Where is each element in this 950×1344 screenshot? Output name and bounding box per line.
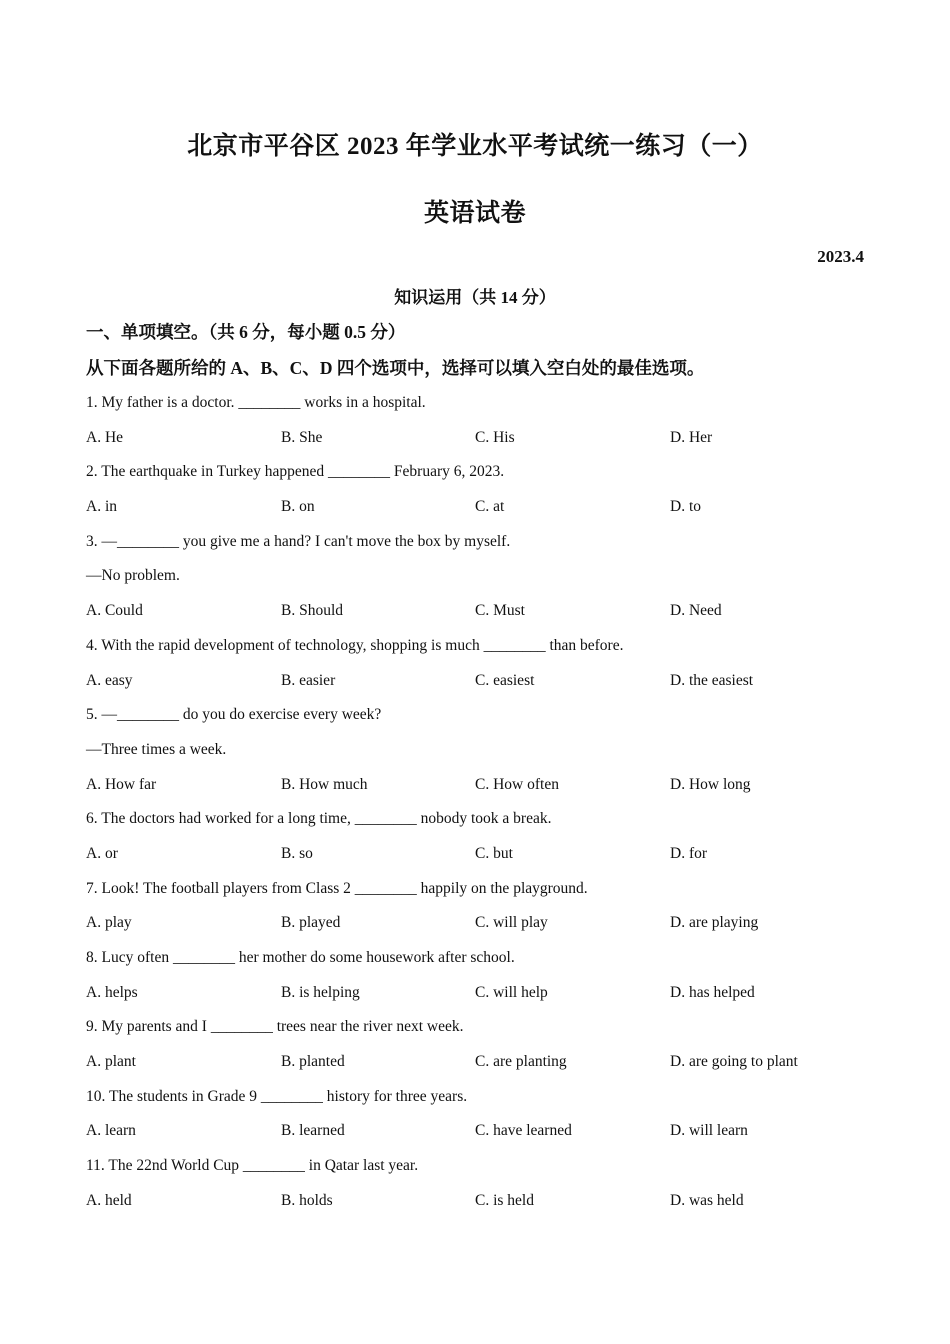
option-b: B. planted (281, 1053, 345, 1071)
exam-date: 2023.4 (817, 247, 864, 266)
question-stem: 11. The 22nd World Cup ________ in Qatar last year. (86, 1157, 419, 1175)
option-row (86, 908, 886, 943)
question-stem: 2. The earthquake in Turkey happened ________ February 6, 2023. (86, 463, 505, 481)
option-a: A. learn (86, 1122, 136, 1140)
option-a: A. How far (86, 775, 157, 793)
option-a: A. plant (86, 1053, 136, 1071)
option-c: C. but (475, 844, 513, 862)
option-c: C. have learned (475, 1122, 572, 1140)
question-stem: 10. The students in Grade 9 ________ history for three years. (86, 1087, 468, 1105)
option-a: A. Could (86, 602, 143, 620)
question-list (86, 388, 886, 1221)
page-title: 北京市平谷区 2023 年学业水平考试统一练习（一） (187, 133, 763, 160)
option-a: A. easy (86, 671, 133, 689)
option-a: A. helps (86, 983, 138, 1001)
option-row (86, 1047, 886, 1082)
option-row (86, 1186, 886, 1221)
option-b: B. played (281, 914, 341, 932)
question-stem: 7. Look! The football players from Class 2 ________ happily on the playground. (86, 879, 588, 897)
option-a: A. He (86, 428, 124, 446)
option-d: D. Need (670, 602, 722, 620)
option-b: B. so (281, 844, 313, 862)
option-b: B. easier (281, 671, 336, 689)
option-d: D. the easiest (670, 671, 754, 689)
question-stem: 1. My father is a doctor. ________ works in a hospital. (86, 394, 426, 411)
option-d: D. for (670, 844, 708, 862)
option-a: A. held (86, 1191, 132, 1209)
question-stem: 9. My parents and I ________ trees near the river next week. (86, 1018, 464, 1036)
option-d: D. Her (670, 428, 713, 446)
question-stem: 4. With the rapid development of technology, shopping is much ________ than before. (86, 636, 624, 654)
option-row (86, 1116, 886, 1151)
question-reply: —No problem. (86, 567, 180, 585)
option-b: B. holds (281, 1191, 333, 1209)
option-d: D. How long (670, 775, 751, 793)
option-a: A. play (86, 914, 132, 932)
option-c: C. How often (475, 775, 559, 793)
option-row (86, 666, 886, 701)
page-subtitle: 英语试卷 (423, 200, 526, 227)
option-d: D. are going to plant (670, 1053, 798, 1071)
section-title: 知识运用（共 14 分） (394, 288, 556, 307)
question-stem: 6. The doctors had worked for a long time, ________ nobody took a break. (86, 810, 552, 828)
option-a: A. in (86, 498, 117, 516)
option-b: B. is helping (281, 983, 360, 1001)
instruction-text: 从下面各题所给的 A、B、C、D 四个选项中，选择可以填入空白处的最佳选项。 (86, 358, 705, 378)
option-row (86, 770, 886, 805)
option-c: C. will play (475, 914, 548, 932)
option-d: D. will learn (670, 1122, 748, 1140)
option-b: B. She (281, 428, 323, 446)
option-row (86, 596, 886, 631)
option-d: D. to (670, 498, 701, 516)
option-c: C. is held (475, 1191, 534, 1209)
option-d: D. has helped (670, 983, 755, 1001)
option-row (86, 839, 886, 874)
option-c: C. easiest (475, 671, 535, 689)
option-row (86, 978, 886, 1013)
option-c: C. His (475, 428, 515, 446)
option-row (86, 423, 886, 458)
option-row (86, 492, 886, 527)
question-stem: 3. —________ you give me a hand? I can't move the box by myself. (86, 532, 511, 550)
option-c: C. are planting (475, 1053, 567, 1071)
option-c: C. at (475, 498, 505, 516)
option-c: C. will help (475, 983, 548, 1001)
option-b: B. Should (281, 602, 344, 620)
option-d: D. are playing (670, 914, 759, 932)
part-heading: 一、单项填空。（共 6 分，每小题 0.5 分） (86, 322, 406, 342)
option-a: A. or (86, 844, 118, 862)
option-b: B. on (281, 498, 315, 516)
question-stem: 5. —________ do you do exercise every week? (86, 706, 382, 724)
option-d: D. was held (670, 1191, 744, 1209)
option-b: B. How much (281, 775, 368, 793)
question-stem: 8. Lucy often ________ her mother do some housework after school. (86, 949, 515, 966)
question-reply: —Three times a week. (86, 740, 227, 758)
option-b: B. learned (281, 1122, 345, 1140)
option-c: C. Must (475, 602, 525, 620)
